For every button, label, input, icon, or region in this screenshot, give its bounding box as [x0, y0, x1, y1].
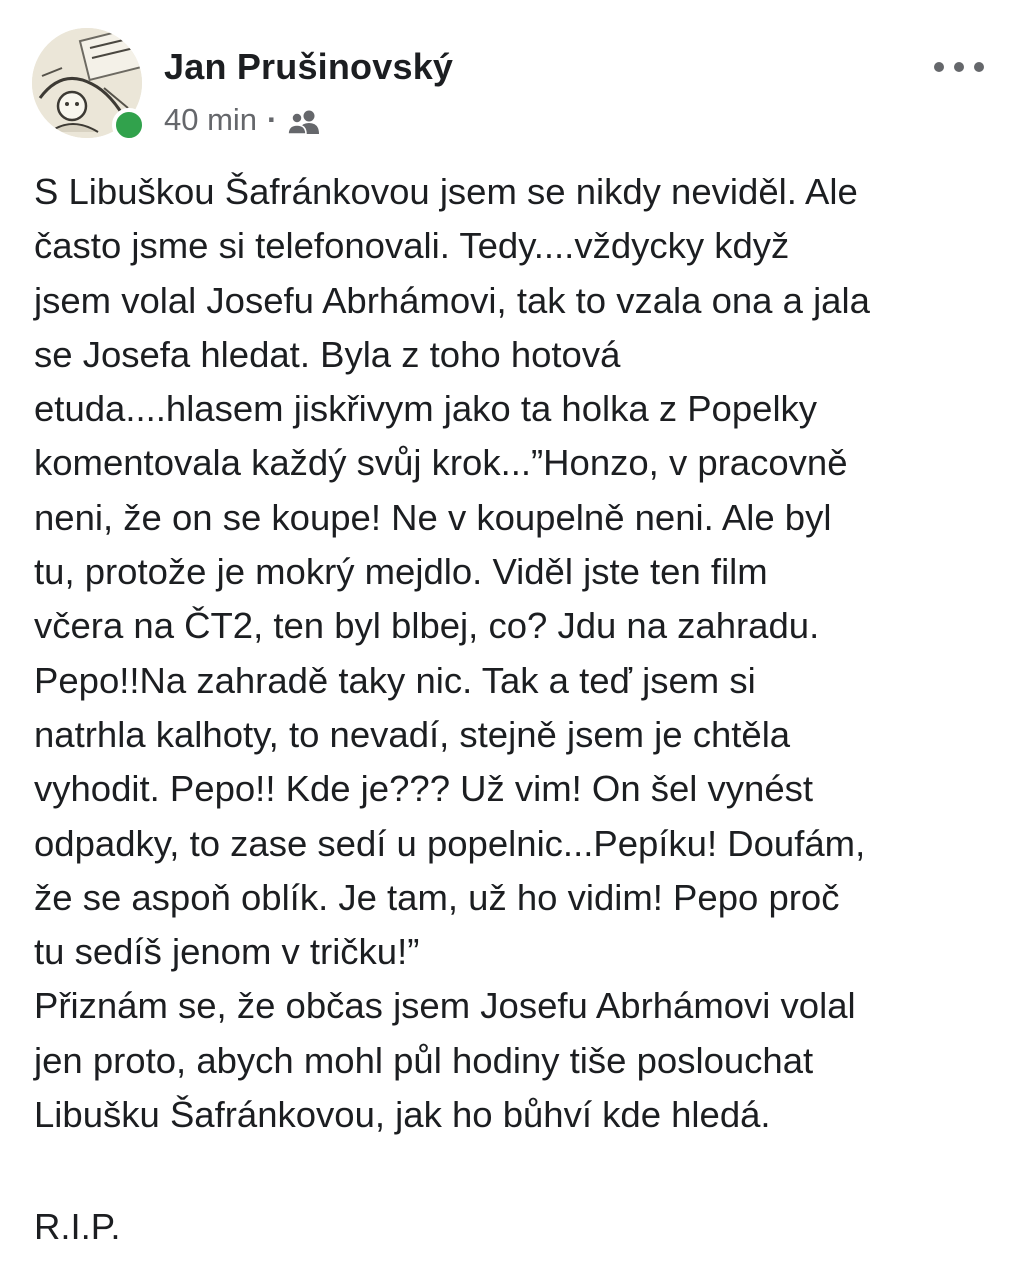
post-text-line: tu, protože je mokrý mejdlo. Viděl jste ten film	[34, 551, 768, 593]
more-options-icon[interactable]	[934, 50, 984, 84]
post-signoff: R.I.P.	[34, 1206, 121, 1247]
meta-separator: ·	[267, 102, 278, 137]
post-text-line: často jsme si telefonovali. Tedy....vždycky když	[34, 225, 790, 267]
post-header	[32, 28, 992, 140]
post-text-line: včera na ČT2, ten byl blbej, co? Jdu na zahradu.	[34, 605, 820, 647]
post-text-line: vyhodit. Pepo!! Kde je??? Už vim! On šel vynést	[34, 768, 814, 810]
post-text-line: neni, že on se koupe! Ne v koupelně neni. Ale byl	[34, 496, 832, 538]
post-text-line: že se aspoň oblík. Je tam, už ho vidim! Pepo proč	[34, 876, 840, 918]
post-text-line: etuda....hlasem jiskřivym jako ta holka z Popelky	[34, 388, 818, 430]
post-timestamp[interactable]: 40 min	[164, 102, 258, 137]
post-meta	[164, 100, 321, 140]
post-text-line: jsem volal Josefu Abrhámovi, tak to vzala ona a jala	[34, 279, 870, 321]
more-dot	[954, 62, 964, 72]
post-text-line: odpadky, to zase sedí u popelnic...Pepíku! Doufám,	[34, 822, 866, 864]
post-text-line: Pepo!!Na zahradě taky nic. Tak a teď jsem si	[34, 659, 756, 701]
post-text-line: komentovala každý svůj krok...”Honzo, v pracovně	[34, 442, 848, 484]
post-text-line: se Josefa hledat. Byla z toho hotová	[34, 333, 621, 375]
post-text-line: Přiznám se, že občas jsem Josefu Abrhámovi volal	[34, 985, 856, 1027]
post-text-line: S Libuškou Šafránkovou jsem se nikdy neviděl. Ale	[34, 171, 858, 212]
post-text-line: natrhla kalhoty, to nevadí, stejně jsem je chtěla	[34, 713, 791, 755]
friends-icon[interactable]	[287, 107, 321, 133]
more-dot	[974, 62, 984, 72]
author-name[interactable]: Jan Prušinovský	[164, 46, 454, 87]
post-text-line: Libušku Šafránkovou, jak ho bůhví kde hledá.	[34, 1094, 771, 1136]
post-text-line: tu sedíš jenom v tričku!”	[34, 931, 420, 973]
more-dot	[934, 62, 944, 72]
online-status-indicator	[112, 108, 146, 142]
post-text	[34, 165, 994, 1142]
post-text-line: jen proto, abych mohl půl hodiny tiše poslouchat	[34, 1039, 814, 1081]
